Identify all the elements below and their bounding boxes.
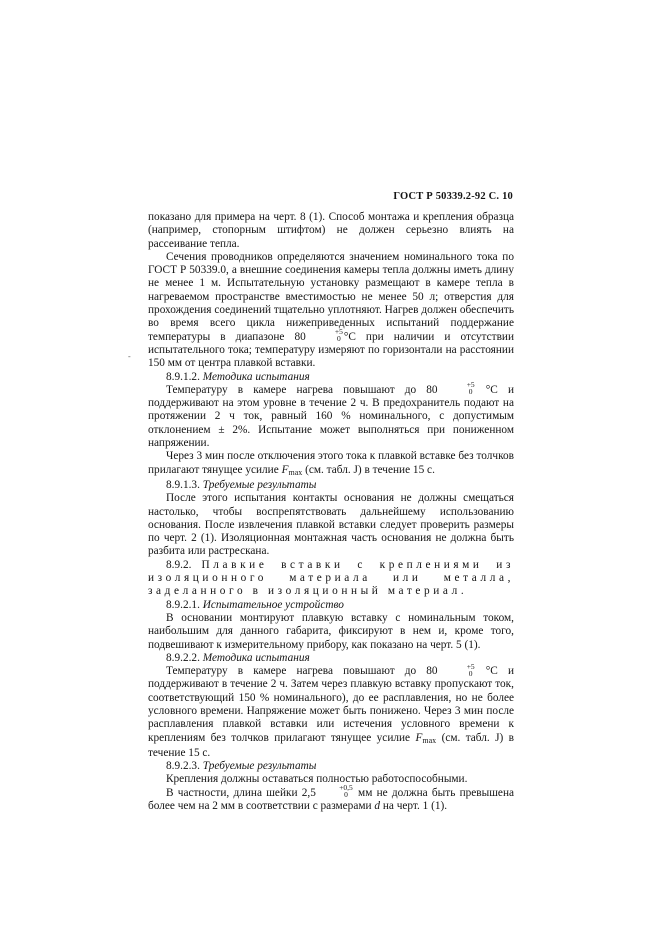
- p7-end: (см. табл. J) в течение 15 с.: [148, 731, 515, 759]
- running-head: ГОСТ Р 50339.2-92 С. 10: [393, 191, 513, 202]
- p7-start: Температуру в камере нагрева повышают до 80: [166, 665, 438, 678]
- p3-start: Температуру в камере нагрева повышают до 80: [166, 383, 438, 396]
- p9-tol-top: +0,5: [339, 783, 353, 793]
- paragraph-p9: [148, 783, 515, 814]
- paragraph-p6: В основании монтируют плавкую вставку с номинальным током, наибольшим для данного габарита, фиксируют в нем и, кроме того, подвешивают к измерительному прибору, как показано на черт. 5 (1).: [148, 611, 514, 651]
- heading-8921-title: Испытательное устройство: [202, 598, 344, 611]
- heading-8923-number: 8.9.2.3.: [166, 760, 200, 773]
- p9-mid: мм не должна быть превышена более чем на 2 мм в соответствии с размерами: [148, 786, 515, 813]
- heading-8921: [148, 599, 514, 612]
- p4-fmax-subscript: max: [288, 467, 303, 477]
- heading-8913: [148, 479, 514, 492]
- paragraph-p5: После этого испытания контакты основания не должны смещаться настолько, чтобы воспрепятствовать дальнейшему использованию основания. После извлечения плавкой вставки следует проверить размеры по черт. 2 (1). Изоляционная монтажная часть основания не должна быть разбита или растрескана.: [148, 492, 514, 558]
- heading-8912-number: 8.9.1.2.: [166, 370, 200, 383]
- p2-tol-bottom: 0: [336, 334, 341, 344]
- heading-8922-title: Методика испытания: [202, 651, 310, 664]
- paragraph-p4: [148, 450, 514, 479]
- heading-8923-title: Требуемые результаты: [202, 760, 317, 773]
- p7-fmax: [415, 732, 436, 744]
- p2-text: Сечения проводников определяются значением номинального тока по ГОСТ Р 50339.0, а внешние соединения камеры тепла должны иметь длину не менее 1 м. Испытательную установку размещают в камере тепла в нагреваемом пространстве вместимостью не менее 50 л; отверстия для прохождения соединений тщательно уплотняют. Нагрев должен обеспечить во время всего цикла нижеприведенных испытаний поддержание температуры в диапазоне 80: [148, 250, 514, 343]
- p9-dimension-d: d: [374, 800, 381, 813]
- paragraph-p3: [148, 380, 514, 450]
- p7-mid: °С и поддерживают в течение 2 ч. Затем через плавкую вставку пропускают ток, соответствующий 150 % номинального), до ее расплавления, но не более условного времени. Напряжение может быть понижено. Через 3 мин после расплавления плавкой вставки или истечения условного времени к креплениям без толчков прилагают тянущее усилие: [148, 665, 514, 744]
- p9-tolerance: [321, 784, 353, 798]
- p2-tolerance: [317, 328, 343, 342]
- paragraph-p2: [148, 251, 514, 371]
- p4-fmax: [282, 464, 303, 476]
- p9-start: В частности, длина шейки 2,5: [166, 786, 316, 799]
- p2-tol-top: +5: [334, 327, 343, 337]
- p4-fmax-symbol: F: [281, 463, 289, 476]
- heading-892-title: Плавкие вставки с креплениями из изоляционного материала или металла, заделанного в изоляционный материал.: [148, 558, 515, 598]
- p3-tol-top: +5: [466, 380, 475, 390]
- p9-end: на черт. 1 (1).: [382, 800, 448, 813]
- heading-8913-number: 8.9.1.3.: [166, 478, 200, 491]
- heading-8921-number: 8.9.2.1.: [166, 598, 200, 611]
- heading-892-number: 8.9.2.: [166, 558, 192, 571]
- p4-end: (см. табл. J) в течение 15 с.: [305, 463, 435, 476]
- body-text: [148, 211, 514, 813]
- p3-tolerance: [449, 381, 475, 395]
- paragraph-p7: [148, 661, 515, 760]
- p7-tolerance: [449, 663, 475, 677]
- p3-tol-bottom: 0: [468, 387, 473, 397]
- paragraph-p1: показано для примера на черт. 8 (1). Способ монтажа и крепления образца (например, стопорным штифтом) не должен серьезно влиять на рассеивание тепла.: [148, 211, 514, 250]
- p9-tol-bottom: 0: [344, 790, 348, 800]
- heading-8913-title: Требуемые результаты: [202, 478, 317, 491]
- p7-tol-bottom: 0: [468, 668, 473, 678]
- paragraph-p8: Крепления должны оставаться полностью работоспособными.: [166, 773, 468, 786]
- margin-mark: -: [128, 352, 131, 361]
- heading-8923: [148, 760, 514, 773]
- heading-892: [148, 559, 514, 599]
- p7-fmax-subscript: max: [422, 735, 437, 745]
- p7-tol-top: +5: [466, 661, 475, 671]
- heading-8912-title: Методика испытания: [202, 370, 310, 383]
- p7-fmax-symbol: F: [415, 731, 423, 744]
- p3-end: °С и поддерживают на этом уровне в течение 2 ч. В предохранитель подают на протяжении 2 ч ток, равный 160 % номинального, с допустимым отклонением ± 2%. Испытание может выполняться при пониженном напряжении.: [148, 383, 514, 450]
- p2-end: °С при наличии и отсутствии испытательного тока; температуру измеряют по горизонтали на расстоянии 150 мм от центра плавкой вставки.: [148, 330, 514, 370]
- p4-start: Через 3 мин после отключения этого тока к плавкой вставке без толчков прилагают тянущее усилие: [148, 450, 514, 476]
- heading-8922-number: 8.9.2.2.: [166, 651, 200, 664]
